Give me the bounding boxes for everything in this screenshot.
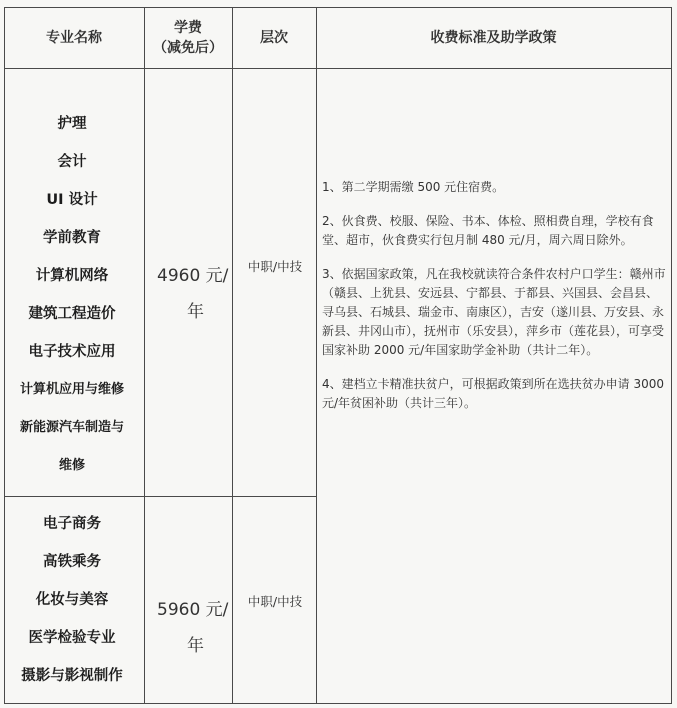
- header-major: [4, 8, 144, 68]
- major-item: 医学检验专业: [28, 630, 116, 646]
- policy-item-1: 1、第二学期需缴 500 元住宿费。: [322, 180, 505, 194]
- col-border-1: [144, 7, 145, 704]
- major-item: 摄影与影视制作: [21, 668, 123, 684]
- major-item: 新能源汽车制造与: [19, 420, 124, 435]
- header-fee-sublabel: （减免后）: [153, 40, 223, 56]
- group1-fee-unit: 年: [187, 302, 204, 322]
- col-border-right: [671, 7, 672, 704]
- major-item: 化妆与美容: [35, 592, 109, 608]
- group2-level-label: 中职/中技: [247, 594, 303, 609]
- major-item: 电子技术应用: [28, 344, 116, 360]
- group1-fee-amount: 4960 元/: [157, 266, 229, 286]
- policy-item-2: 2、伙食费、校服、保险、书本、体检、照相费自理，学校有食堂、超市，伙食费实行包月制 480 元/月，周六周日除外。: [322, 214, 654, 247]
- policy-item-4: 4、建档立卡精准扶贫户，可根据政策到所在选扶贫办申请 3000 元/年贫困补助（共计三年）。: [322, 377, 664, 410]
- group-divider: [4, 496, 316, 497]
- header-policy-label: 收费标准及助学政策: [430, 30, 557, 46]
- table-bottom-border: [4, 703, 672, 704]
- major-item: 计算机应用与维修: [19, 382, 124, 397]
- group2-level: [234, 592, 316, 610]
- major-item: 会计: [57, 154, 87, 170]
- header-level-label: 层次: [260, 30, 288, 46]
- major-item: 高铁乘务: [43, 554, 101, 570]
- group2-fee-amount: 5960 元/: [157, 600, 229, 620]
- policy-item-3: 3、依据国家政策，凡在我校就读符合条件农村户口学生：赣州市（赣县、上犹县、安远县、宁都县、于都县、兴国县、会昌县、寻乌县、石城县、瑞金市、南康区），吉安（遂川县、万安县、永新县、井冈山市），抚州市（乐安县），萍乡市（莲花县），可享受国家补助 2000 元/年国家助学金补助（共计二年）。: [322, 267, 666, 357]
- header-level: [232, 8, 316, 68]
- header-fee-label: 学费: [174, 20, 202, 36]
- col-border-3: [316, 7, 317, 704]
- major-item: 建筑工程造价: [28, 306, 116, 322]
- group1-fee: [147, 258, 232, 330]
- group1-level-label: 中职/中技: [247, 259, 303, 274]
- major-item: 计算机网络: [35, 268, 109, 284]
- major-item: 学前教育: [43, 230, 101, 246]
- header-major-label: 专业名称: [46, 30, 102, 46]
- group1-majors: [0, 114, 144, 476]
- group2-majors: [0, 514, 144, 686]
- col-border-2: [232, 7, 233, 704]
- header-fee: [144, 8, 232, 68]
- group2-fee-unit: 年: [187, 636, 204, 656]
- policy-text: [322, 178, 667, 428]
- major-item: 电子商务: [43, 516, 101, 532]
- group1-level: [234, 257, 316, 275]
- major-item: 维修: [58, 458, 85, 473]
- header-policy: [316, 8, 671, 68]
- header-divider: [4, 68, 672, 69]
- major-item: 护理: [57, 116, 87, 132]
- major-item: UI 设计: [46, 192, 98, 208]
- group2-fee: [147, 592, 232, 664]
